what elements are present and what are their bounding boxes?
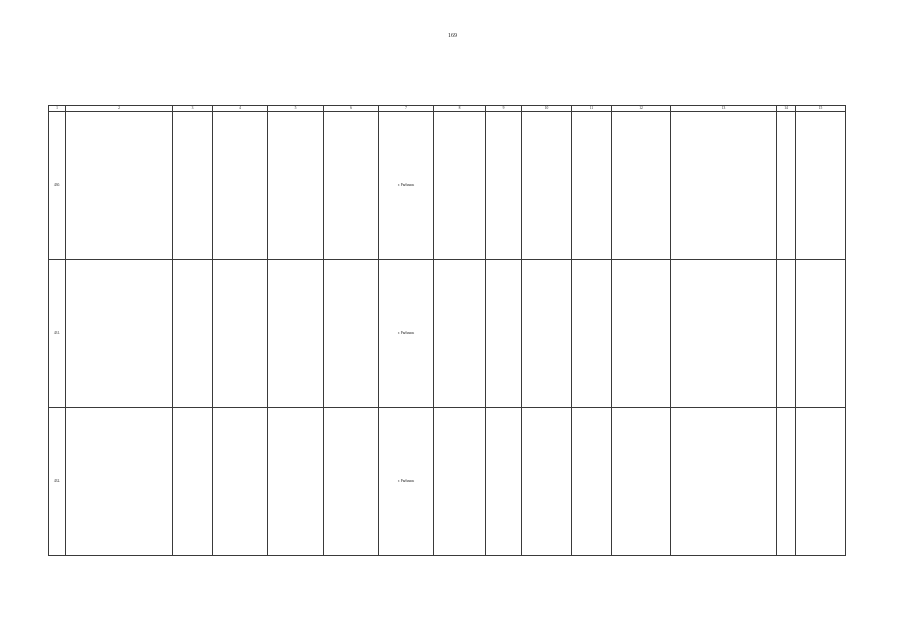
cell-col11 bbox=[572, 408, 612, 556]
cell-col14 bbox=[777, 112, 796, 260]
cell-col14 bbox=[777, 260, 796, 408]
cell-col8 bbox=[434, 112, 486, 260]
cell-col9 bbox=[486, 112, 522, 260]
cell-col12 bbox=[612, 408, 671, 556]
column-number: 8 bbox=[434, 106, 486, 112]
regulation-cell bbox=[671, 112, 777, 260]
column-number: 11 bbox=[572, 106, 612, 112]
column-number: 2 bbox=[66, 106, 173, 112]
cell-col4 bbox=[213, 112, 268, 260]
institution-name bbox=[66, 260, 173, 408]
date-cell bbox=[796, 112, 846, 260]
cell-col3 bbox=[173, 408, 213, 556]
address-cell bbox=[324, 408, 379, 556]
table-row bbox=[49, 260, 846, 408]
cell-col11 bbox=[572, 112, 612, 260]
page-number: 169 bbox=[448, 33, 457, 39]
registry-table bbox=[48, 105, 846, 556]
city-cell: г. Рыбинск bbox=[379, 112, 434, 260]
column-number: 12 bbox=[612, 106, 671, 112]
cell-col3 bbox=[173, 260, 213, 408]
column-number: 1 bbox=[49, 106, 66, 112]
institution-name bbox=[66, 408, 173, 556]
regulation-cell bbox=[671, 260, 777, 408]
cell-col9 bbox=[486, 260, 522, 408]
column-number: 14 bbox=[777, 106, 796, 112]
date-cell bbox=[796, 408, 846, 556]
address-cell bbox=[324, 260, 379, 408]
cell-col3 bbox=[173, 112, 213, 260]
address-cell bbox=[324, 112, 379, 260]
cell-col10 bbox=[522, 112, 572, 260]
cell-col4 bbox=[213, 260, 268, 408]
regulation-cell bbox=[671, 408, 777, 556]
cell-col9 bbox=[486, 408, 522, 556]
cell-col5 bbox=[268, 260, 324, 408]
cell-col8 bbox=[434, 408, 486, 556]
cell-col10 bbox=[522, 260, 572, 408]
column-number: 4 bbox=[213, 106, 268, 112]
table-row bbox=[49, 112, 846, 260]
column-number: 6 bbox=[324, 106, 379, 112]
column-number: 5 bbox=[268, 106, 324, 112]
institution-name bbox=[66, 112, 173, 260]
column-number: 9 bbox=[486, 106, 522, 112]
cell-col12 bbox=[612, 112, 671, 260]
column-number: 13 bbox=[671, 106, 777, 112]
cell-col11 bbox=[572, 260, 612, 408]
row-number: 431. bbox=[49, 260, 66, 408]
row-number: 432. bbox=[49, 408, 66, 556]
column-number: 3 bbox=[173, 106, 213, 112]
date-cell bbox=[796, 260, 846, 408]
city-cell: г. Рыбинск bbox=[379, 408, 434, 556]
cell-col8 bbox=[434, 260, 486, 408]
column-number: 7 bbox=[379, 106, 434, 112]
row-number: 430. bbox=[49, 112, 66, 260]
cell-col14 bbox=[777, 408, 796, 556]
column-number: 10 bbox=[522, 106, 572, 112]
column-number: 15 bbox=[796, 106, 846, 112]
table-row bbox=[49, 408, 846, 556]
cell-col5 bbox=[268, 408, 324, 556]
cell-col4 bbox=[213, 408, 268, 556]
cell-col5 bbox=[268, 112, 324, 260]
cell-col10 bbox=[522, 408, 572, 556]
cell-col12 bbox=[612, 260, 671, 408]
city-cell: г. Рыбинск bbox=[379, 260, 434, 408]
